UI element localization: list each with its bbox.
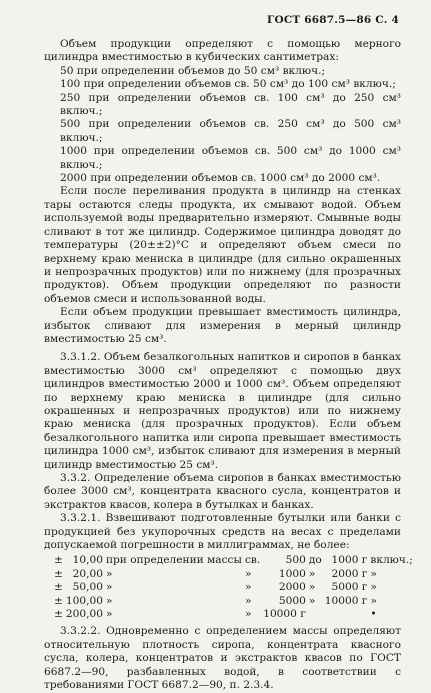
paragraph-3-3-2-1: 3.3.2.1. Взвешивают подготовленные бутылки или банки с продукцией без укупорочных средств на весах с пределами допускаемой погрешности в миллиграммах, не более:: [44, 512, 401, 552]
table-cell-condition-text: »: [105, 594, 113, 607]
table-cell-from-value: 10000 г: [263, 608, 306, 621]
table-cell-to-value: 2000 г: [331, 567, 368, 580]
table-cell-plus-minus: ±: [54, 581, 63, 594]
table-cell-from-word: »: [244, 594, 252, 607]
table-cell-plus-minus: ±: [54, 567, 63, 580]
table-cell-from-value: 5000: [278, 594, 306, 607]
table-cell-to-value: [325, 608, 371, 621]
table-row: [54, 581, 416, 594]
table-cell-to-word: [309, 608, 325, 621]
list-item-cylinder-1000: 1000 при определении объемов св. 500 см³ до 1000 см³ включ.;: [60, 145, 401, 171]
table-cell-from-word: »: [244, 567, 252, 580]
table-cell-condition-text: при определении массы: [105, 554, 242, 567]
list-item-cylinder-500: 500 при определении объемов св. 250 см³ до 500 см³ включ.;: [60, 118, 401, 144]
table-cell-from-value: 1000: [278, 567, 306, 580]
table-cell-to-word: »: [308, 594, 316, 607]
mass-tolerance-table: [54, 554, 416, 621]
table-cell-tolerance-value: 20,00: [72, 567, 103, 580]
table-cell-condition-text: »: [105, 581, 113, 594]
table-cell-plus-minus: ±: [54, 608, 63, 621]
table-cell-condition-text: »: [105, 608, 113, 621]
table-cell-to-word: до: [308, 554, 322, 567]
table-cell-condition-text: »: [105, 567, 113, 580]
table-cell-from-word: св.: [244, 554, 261, 567]
list-item-cylinder-250: 250 при определении объемов св. 100 см³ до 250 см³ включ.;: [60, 91, 401, 118]
table-cell-from-word: »: [244, 608, 252, 621]
paragraph-3-3-2: 3.3.2. Определение объема сиропов в банках вместимостью более 3000 см³, концентрата квасного сусла, концентратов и экстрактов квасов, колера в бутылках и банках.: [44, 472, 401, 511]
paragraph-excess: Если объем продукции превышает вместимость цилиндра, избыток сливают для измерения в мерный цилиндр вместимостью 25 см³.: [44, 306, 401, 345]
page-header: ГОСТ 6687.5—86 С. 4: [267, 14, 399, 26]
table-cell-tail-text: »: [370, 594, 377, 607]
table-cell-to-value: 5000 г: [331, 581, 368, 594]
paragraph-3-3-1-2: 3.3.1.2. Объем безалкогольных напитков и сиропов в банках вместимостью 3000 см³ определяют с помощью двух цилиндров вместимостью 2000 и 1000 см³. Объем определяют по верхнему краю мениска в цилиндре (для сильно окрашенных и непрозрачных продуктов) или по нижнему краю мениска (для прозрачных продуктов). Если объем безалкогольного напитка или сиропа превышает вместимость цилиндра 1000 см³, избыток сливают для измерения в мерный цилиндр вместимостью 25 см³.: [44, 351, 401, 471]
table-cell-tolerance-value: 50,00: [72, 581, 103, 594]
table-cell-to-word: »: [308, 581, 316, 594]
table-cell-from-word: »: [244, 581, 252, 594]
table-cell-tolerance-value: 100,00: [65, 594, 103, 607]
paragraph-3-3-2-2: 3.3.2.2. Одновременно с определением массы определяют относительную плотность сиропа, концентрата квасного сусла, колера, концентратов и экстрактов квасов по ГОСТ 6687.2—90, разбавленных водой, в соответствии с требованиями ГОСТ 6687.2—90, п. 2.3.4.: [44, 625, 401, 692]
table-cell-tail-text: »: [370, 581, 377, 594]
table-cell-tail-text: •: [370, 608, 377, 621]
table-cell-to-word: »: [308, 567, 316, 580]
table-row: [54, 554, 416, 567]
table-row: [54, 608, 416, 621]
table-cell-tail-text: »: [370, 567, 377, 580]
table-cell-plus-minus: ±: [54, 594, 63, 607]
paragraph-rinse: Если после переливания продукта в цилиндр на стенках тары остаются следы продукта, их смывают водой. Объем используемой воды предварительно измеряют. Смывные воды сливают в тот же цилиндр. Содержимое цилиндра доводят до температуры (20±±2)°С и определяют объем смеси по верхнему краю мениска в цилиндре (для сильно окрашенных и непрозрачных продуктов) или по нижнему (для прозрачных продуктов). Объем продукции определяют по разности объемов смеси и использованной воды.: [44, 185, 401, 305]
table-row: [54, 595, 416, 608]
list-item-cylinder-2000: 2000 при определении объемов св. 1000 см³ до 2000 см³.: [60, 172, 381, 185]
paragraph-intro: Объем продукции определяют с помощью мерного цилиндра вместимостью в кубических сантиметрах:: [44, 38, 401, 64]
list-item-cylinder-50: 50 при определении объемов до 50 см³ включ.;: [60, 64, 326, 77]
table-cell-from-value: 2000: [278, 581, 306, 594]
table-cell-tolerance-value: 10,00: [72, 554, 103, 567]
list-item-cylinder-100: 100 при определении объемов св. 50 см³ до 100 см³ включ.;: [60, 78, 396, 91]
table-cell-to-value: 10000 г: [324, 594, 368, 607]
table-cell-tail-text: включ.;: [370, 554, 413, 567]
table-cell-plus-minus: ±: [54, 554, 63, 567]
table-cell-to-value: 1000 г: [331, 554, 368, 567]
table-cell-tolerance-value: 200,00: [65, 608, 103, 621]
table-cell-from-value: 500: [285, 554, 306, 567]
table-row: [54, 568, 416, 581]
